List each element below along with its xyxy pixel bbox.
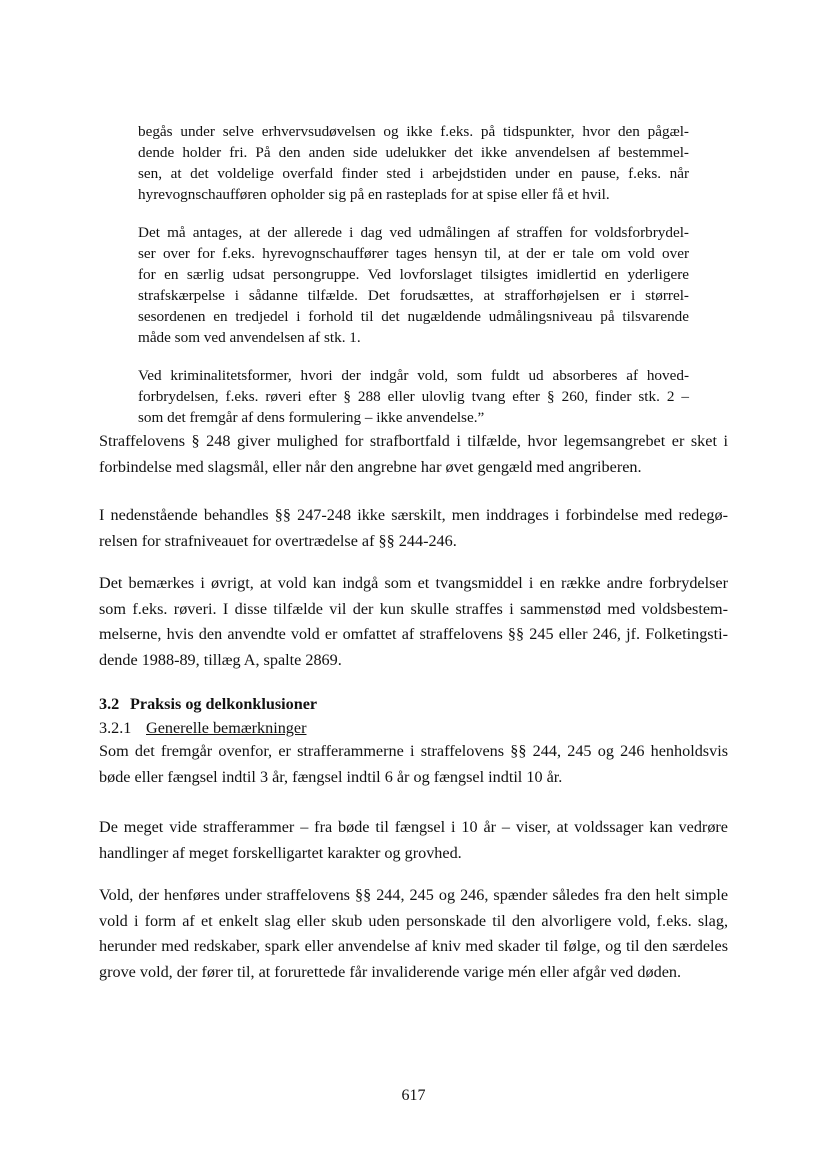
text-line: sen, at det voldelige overfald finder sted i arbejdstiden under en pause, f.eks. når xyxy=(138,165,689,182)
page-number: 617 xyxy=(401,1087,426,1104)
section-number: 3.2 xyxy=(99,695,120,713)
text-line: Det bemærkes i øvrigt, at vold kan indgå som et tvangsmiddel i en række andre forbrydelser xyxy=(99,574,728,592)
quote-paragraph xyxy=(138,365,689,428)
text-line: relsen for strafniveauet for overtrædelse af §§ 244-246. xyxy=(99,531,457,550)
subsection-number: 3.2.1 xyxy=(99,719,132,737)
text-line: dende 1988-89, tillæg A, spalte 2869. xyxy=(99,650,342,669)
body-paragraph xyxy=(99,503,728,554)
text-line: handlinger af meget forskelligartet karakter og grovhed. xyxy=(99,843,462,862)
text-line: forbindelse med slagsmål, eller når den angrebne har øvet gengæld med angriberen. xyxy=(99,457,642,476)
text-line: melserne, hvis den anvendte vold er omfattet af straffelovens §§ 245 eller 246, jf. Folketingsti- xyxy=(99,625,728,643)
subsection-title: Generelle bemærkninger xyxy=(146,719,307,737)
section-title: Praksis og delkonklusioner xyxy=(130,695,318,713)
body-paragraph xyxy=(99,429,728,480)
text-line: begås under selve erhvervsudøvelsen og ikke f.eks. på tidspunkter, hvor den pågæl- xyxy=(138,123,689,140)
text-line: dende holder fri. På den anden side udelukker det ikke anvendelsen af bestemmel- xyxy=(138,144,689,161)
body-paragraph xyxy=(99,571,728,673)
body-paragraph xyxy=(99,883,728,985)
text-line: som det fremgår af dens formulering – ikke anvendelse.” xyxy=(138,409,485,426)
text-line: forbrydelsen, f.eks. røveri efter § 288 eller ulovlig tvang efter § 260, finder stk. 2 – xyxy=(138,388,689,405)
body-paragraph xyxy=(99,739,728,790)
text-line: Straffelovens § 248 giver mulighed for strafbortfald i tilfælde, hvor legemsangrebet er sket i xyxy=(99,432,728,450)
section-heading xyxy=(99,693,317,715)
text-line: for en særlig udsat persongruppe. Ved lovforslaget tilsigtes imidlertid en yderligere xyxy=(138,266,689,283)
text-line: grove vold, der fører til, at forurettede får invaliderende varige mén eller afgår ved døden. xyxy=(99,962,682,981)
text-line: Som det fremgår ovenfor, er strafferammerne i straffelovens §§ 244, 245 og 246 henholdsvis xyxy=(99,742,728,760)
text-line: Det må antages, at der allerede i dag ved udmålingen af straffen for voldsforbrydel- xyxy=(138,224,689,241)
text-line: sesordenen en tredjedel i forhold til det nugældende udmålingsniveau på tilsvarende xyxy=(138,308,689,325)
text-line: herunder med redskaber, spark eller anvendelse af kniv med skader til følge, og til den særdeles xyxy=(99,937,728,955)
quote-paragraph xyxy=(138,121,689,205)
body-paragraph xyxy=(99,815,728,866)
text-line: ser over for f.eks. hyrevognschauffører tages hensyn til, at der er tale om vold over xyxy=(138,245,689,262)
text-line: måde som ved anvendelsen af stk. 1. xyxy=(138,329,361,346)
text-line: De meget vide strafferammer – fra bøde til fængsel i 10 år – viser, at voldssager kan vedrøre xyxy=(99,818,728,836)
text-line: som f.eks. røveri. I disse tilfælde vil der kun skulle straffes i sammenstød med voldsbestem- xyxy=(99,599,728,618)
subsection-heading xyxy=(99,717,306,739)
text-line: Ved kriminalitetsformer, hvori der indgår vold, som fuldt ud absorberes af hoved- xyxy=(138,367,689,384)
text-line: hyrevognschaufføren opholder sig på en rasteplads for at spise eller få et hvil. xyxy=(138,186,610,203)
quote-paragraph xyxy=(138,222,689,348)
text-line: Vold, der henføres under straffelovens §§ 244, 245 og 246, spænder således fra den helt simple xyxy=(99,886,728,904)
text-line: I nedenstående behandles §§ 247-248 ikke særskilt, men inddrages i forbindelse med redegø- xyxy=(99,506,728,524)
text-line: vold i form af et enkelt slag eller skub uden personskade til den alvorligere vold, f.eks. slag, xyxy=(99,911,728,930)
text-line: bøde eller fængsel indtil 3 år, fængsel indtil 6 år og fængsel indtil 10 år. xyxy=(99,767,563,786)
quote-block xyxy=(138,121,689,445)
text-line: strafskærpelse i sådanne tilfælde. Det forudsættes, at strafforhøjelsen er i størrel- xyxy=(138,287,689,304)
